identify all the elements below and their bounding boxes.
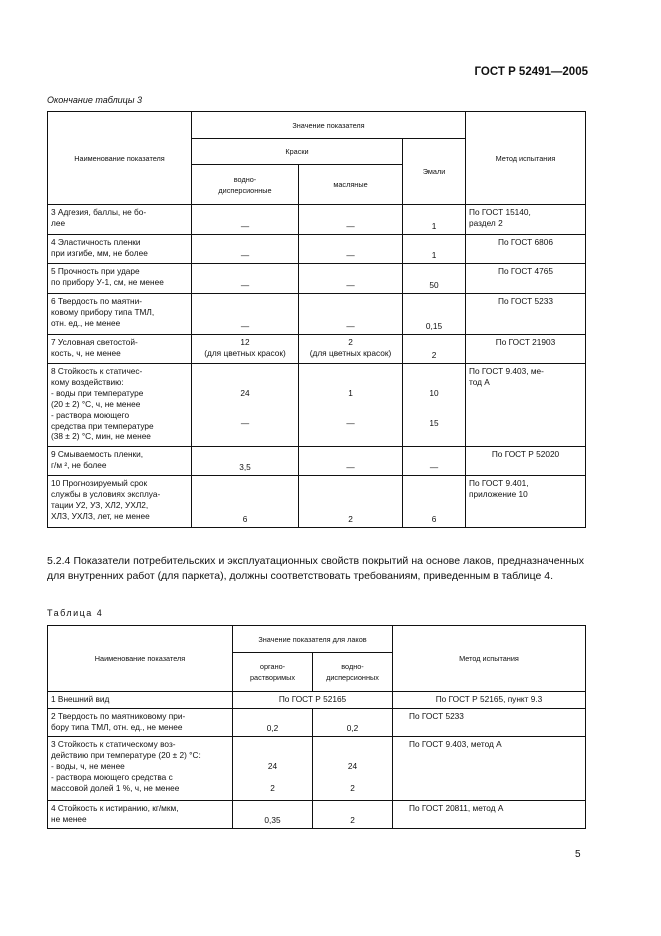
t3-method: По ГОСТ Р 52020 xyxy=(466,447,586,476)
t3-water: — xyxy=(192,235,299,264)
t3-head-method: Метод испытания xyxy=(466,112,586,205)
t3-oil: — xyxy=(299,294,403,335)
t3-name: 6 Твердость по маятни- ковому прибору типа ТМЛ, отн. ед., не менее xyxy=(48,294,192,335)
table-row xyxy=(48,264,586,294)
t4-water: 2 xyxy=(313,801,393,829)
t3-water: 3,5 xyxy=(192,447,299,476)
t3-head-enamels: Эмали xyxy=(403,139,466,205)
t3-oil-a: 1 xyxy=(348,388,353,398)
t4-method: По ГОСТ 20811, метод А xyxy=(393,801,586,829)
t3-water: 12 (для цветных красок) xyxy=(192,335,299,364)
t3-head-value-group: Значение показателя xyxy=(192,112,466,139)
t3-water-b: — xyxy=(240,417,250,428)
t4-method: По ГОСТ 5233 xyxy=(393,709,586,737)
t3-enamel: 2 xyxy=(403,335,466,364)
table-row xyxy=(48,235,586,264)
t3-name: 8 Стойкость к статичес- кому воздействию: - воды при температуре (20 ± 2) °С, ч, не менее - раствора моющего средства при температуре (38 ± 2) °С, мин, не менее xyxy=(48,364,192,447)
t4-method: По ГОСТ Р 52165, пункт 9.3 xyxy=(393,692,586,709)
table-row xyxy=(48,335,586,364)
t3-method: По ГОСТ 5233 xyxy=(466,294,586,335)
t3-oil: — xyxy=(299,205,403,235)
t3-head-water-dispersion: водно- дисперсионные xyxy=(192,165,299,205)
t3-oil-b: — xyxy=(346,417,355,428)
table-row xyxy=(48,476,586,528)
t3-method: По ГОСТ 6806 xyxy=(466,235,586,264)
table-row xyxy=(48,801,586,829)
t4-organo: 0,35 xyxy=(233,801,313,829)
t3-name: 10 Прогнозируемый срок службы в условиях эксплуа- тации У2, УЗ, ХЛ2, УХЛ2, ХЛЗ, УХЛЗ, лет, не менее xyxy=(48,476,192,528)
t3-head-oil: масляные xyxy=(299,165,403,205)
t4-merged-value: По ГОСТ Р 52165 xyxy=(233,692,393,709)
t3-oil: 2 (для цветных красок) xyxy=(299,335,403,364)
t3-name: 7 Условная светостой- кость, ч, не менее xyxy=(48,335,192,364)
t3-water: — xyxy=(192,294,299,335)
t4-organo-b: 2 xyxy=(270,782,275,793)
t4-organo-a: 24 xyxy=(267,761,278,771)
table3-caption: Окончание таблицы 3 xyxy=(47,95,142,105)
t3-method: По ГОСТ 21903 xyxy=(466,335,586,364)
t3-method: По ГОСТ 4765 xyxy=(466,264,586,294)
t4-name: 4 Стойкость к истиранию, кг/мкм, не менее xyxy=(48,801,233,829)
t3-water: — xyxy=(192,205,299,235)
t3-method: По ГОСТ 9.403, ме- тод А xyxy=(466,364,586,447)
t4-head-name: Наименование показателя xyxy=(48,626,233,692)
t4-organo: 0,2 xyxy=(233,709,313,737)
table-row xyxy=(48,205,586,235)
t4-organo xyxy=(233,737,313,801)
t3-enamel: 1 xyxy=(403,235,466,264)
t4-head-method: Метод испытания xyxy=(393,626,586,692)
t4-name: 3 Стойкость к статическому воз- действию при температуре (20 ± 2) °С: - воды, ч, не менее - раствора моющего средства с массовой долей 1 %, ч, не менее xyxy=(48,737,233,801)
t4-water: 0,2 xyxy=(313,709,393,737)
paragraph-5-2-4: 5.2.4 Показатели потребительских и эксплуатационных свойств покрытий на основе лаков, предназначенных для внутренних работ (для паркета), должны соответствовать требованиям, приведенным в таблице 4. xyxy=(47,555,584,582)
t4-method: По ГОСТ 9.403, метод А xyxy=(393,737,586,801)
table-row xyxy=(48,692,586,709)
table-row xyxy=(48,737,586,801)
t3-enamel: — xyxy=(403,447,466,476)
t3-water xyxy=(192,364,299,447)
t3-oil: — xyxy=(299,447,403,476)
t3-oil: 2 xyxy=(299,476,403,528)
table-row xyxy=(48,447,586,476)
table-row xyxy=(48,364,586,447)
page-number: 5 xyxy=(575,849,581,860)
t3-name: 4 Эластичность пленки при изгибе, мм, не более xyxy=(48,235,192,264)
t4-head-organo: органо- растворимых xyxy=(233,653,313,692)
t3-water: 6 xyxy=(192,476,299,528)
t3-method: По ГОСТ 9.401, приложение 10 xyxy=(466,476,586,528)
t3-enamel-b: 15 xyxy=(429,417,439,428)
t3-enamel-a: 10 xyxy=(429,388,439,398)
t4-water-a: 24 xyxy=(347,761,358,771)
t4-water-b: 2 xyxy=(350,782,355,793)
t3-oil: — xyxy=(299,235,403,264)
t3-name: 9 Смываемость пленки, г/м ², не более xyxy=(48,447,192,476)
t4-water xyxy=(313,737,393,801)
t4-head-water: водно- дисперсионных xyxy=(313,653,393,692)
t3-water-a: 24 xyxy=(240,388,250,398)
t3-enamel: 1 xyxy=(403,205,466,235)
t3-method: По ГОСТ 15140, раздел 2 xyxy=(466,205,586,235)
t3-name: 5 Прочность при ударе по прибору У-1, см, не менее xyxy=(48,264,192,294)
table-3 xyxy=(47,111,586,528)
t3-head-name: Наименование показателя xyxy=(48,112,192,205)
t3-enamel: 0,15 xyxy=(403,294,466,335)
t3-enamel xyxy=(403,364,466,447)
t3-water: — xyxy=(192,264,299,294)
t3-enamel: 50 xyxy=(403,264,466,294)
t4-name: 1 Внешний вид xyxy=(48,692,233,709)
t4-name: 2 Твердость по маятниковому при- бору типа ТМЛ, отн. ед., не менее xyxy=(48,709,233,737)
standard-code: ГОСТ Р 52491—2005 xyxy=(474,66,588,78)
table4-caption: Таблица 4 xyxy=(47,608,104,618)
t3-oil: — xyxy=(299,264,403,294)
t3-head-paints: Краски xyxy=(192,139,403,165)
t3-enamel: 6 xyxy=(403,476,466,528)
t3-oil xyxy=(299,364,403,447)
table-row xyxy=(48,294,586,335)
t4-head-value-group: Значение показателя для лаков xyxy=(233,626,393,653)
table-row xyxy=(48,709,586,737)
t3-name: 3 Адгезия, баллы, не бо- лее xyxy=(48,205,192,235)
table-4 xyxy=(47,625,586,829)
